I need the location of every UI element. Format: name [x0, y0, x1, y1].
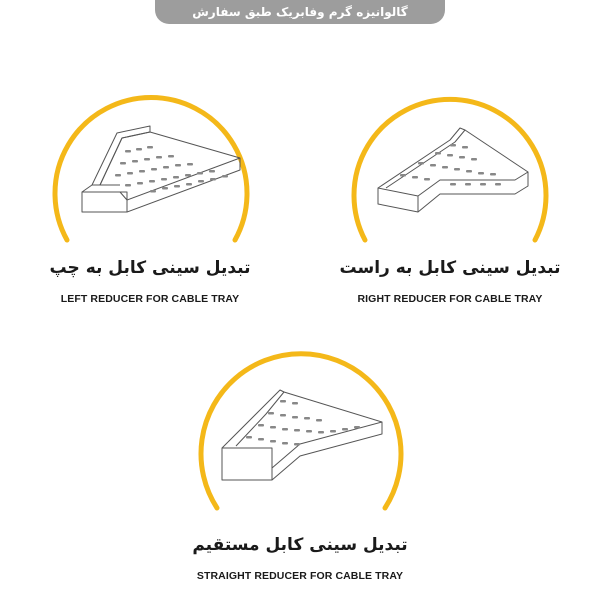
- product-title-en: RIGHT REDUCER FOR CABLE TRAY: [357, 293, 543, 305]
- header-title: گالوانیزه گرم وفابریک طبق سفارش: [192, 5, 408, 19]
- product-card-left-reducer: [0, 0, 300, 320]
- product-title-fa: تبدیل سینی کابل به چپ: [49, 258, 251, 278]
- product-title-en: LEFT REDUCER FOR CABLE TRAY: [60, 293, 240, 305]
- product-card-straight-reducer: [150, 330, 450, 600]
- straight-reducer-illustration: [150, 330, 450, 600]
- product-title-en: STRAIGHT REDUCER FOR CABLE TRAY: [196, 570, 404, 582]
- product-title-fa: تبدیل سینی کابل به راست: [339, 258, 561, 278]
- product-title-fa: تبدیل سینی کابل مستقیم: [192, 535, 408, 555]
- product-card-right-reducer: [300, 0, 600, 320]
